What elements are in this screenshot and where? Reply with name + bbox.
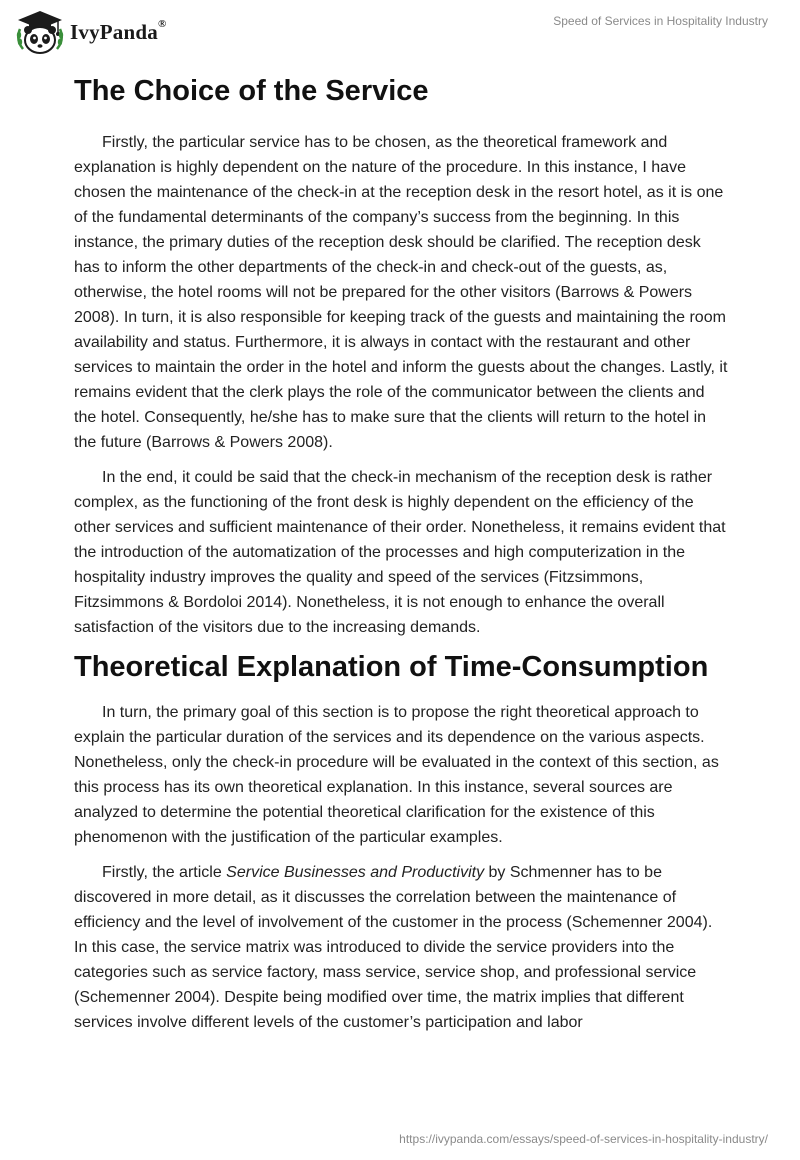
document-title: Speed of Services in Hospitality Industry	[553, 14, 768, 28]
paragraph: In turn, the primary goal of this section is to propose the right theoretical approach to explain the particular duration of the services and its dependence on the various aspects. Nonetheless, only the check-in procedure will be evaluated in the context of this section, as this process has its own theoretical explanation. In this instance, several sources are analyzed to determine the potential theoretical clarification for the existence of this phenomenon with the justification of the particular examples.	[74, 704, 719, 846]
paragraph: Firstly, the particular service has to be chosen, as the theoretical framework and explanation is highly dependent on the nature of the procedure. In this instance, I have chosen the maintenance of the check-in at the reception desk in the resort hotel, as it is one of the fundamental determinants of the company’s success from the beginning. In this instance, the primary duties of the reception desk should be clarified. The reception desk has to inform the other departments of the check-in and check-out of the guests, as, otherwise, the hotel rooms will not be prepared for the other visitors (Barrows & Powers 2008). In turn, it is also responsible for keeping track of the guests and maintaining the room availability and status. Furthermore, it is always in contact with the restaurant and other services to maintain the order in the hotel and inform the guests about the changes. Lastly, it remains evident that the clerk plays the role of the communicator between the clients and the hotel. Consequently, he/she has to make sure that the clients will return to the hotel in the future (Barrows & Powers 2008).	[74, 134, 728, 451]
paragraph-text: by Schmenner has to be discovered in more detail, as it discusses the correlation between the maintenance of efficiency and the level of involvement of the customer in the process (Schemenner 2004). In this case, the service matrix was introduced to divide the service providers into the categories such as service factory, mass service, service shop, and professional service (Schemenner 2004). Despite being modified over time, the matrix implies that different services involve different levels of the customer’s participation and labor	[74, 864, 713, 1031]
article-title: Service Businesses and Productivity	[226, 864, 485, 881]
registered-mark: ®	[157, 17, 167, 30]
brand-name: IvyPanda®	[70, 17, 167, 44]
paragraph: In the end, it could be said that the check-in mechanism of the reception desk is rather complex, as the functioning of the front desk is highly dependent on the efficiency of the other services and sufficient maintenance of their order. Nonetheless, it remains evident that the introduction of the automatization of the processes and high computerization in the hospitality industry improves the quality and speed of the services (Fitzsimmons, Fitzsimmons & Bordoloi 2014). Nonetheless, it is not enough to enhance the overall satisfaction of the visitors due to the increasing demands.	[74, 469, 726, 636]
brand-logo[interactable]	[14, 8, 166, 56]
section-heading: The Choice of the Service	[74, 75, 429, 107]
paragraph-text: Firstly, the article	[102, 864, 227, 881]
section-heading: Theoretical Explanation of Time-Consumption	[74, 651, 709, 683]
source-url[interactable]: https://ivypanda.com/essays/speed-of-services-in-hospitality-industry/	[399, 1132, 768, 1146]
document-body	[74, 68, 730, 1035]
panda-graduate-icon	[14, 9, 66, 55]
paragraph	[74, 860, 730, 1035]
